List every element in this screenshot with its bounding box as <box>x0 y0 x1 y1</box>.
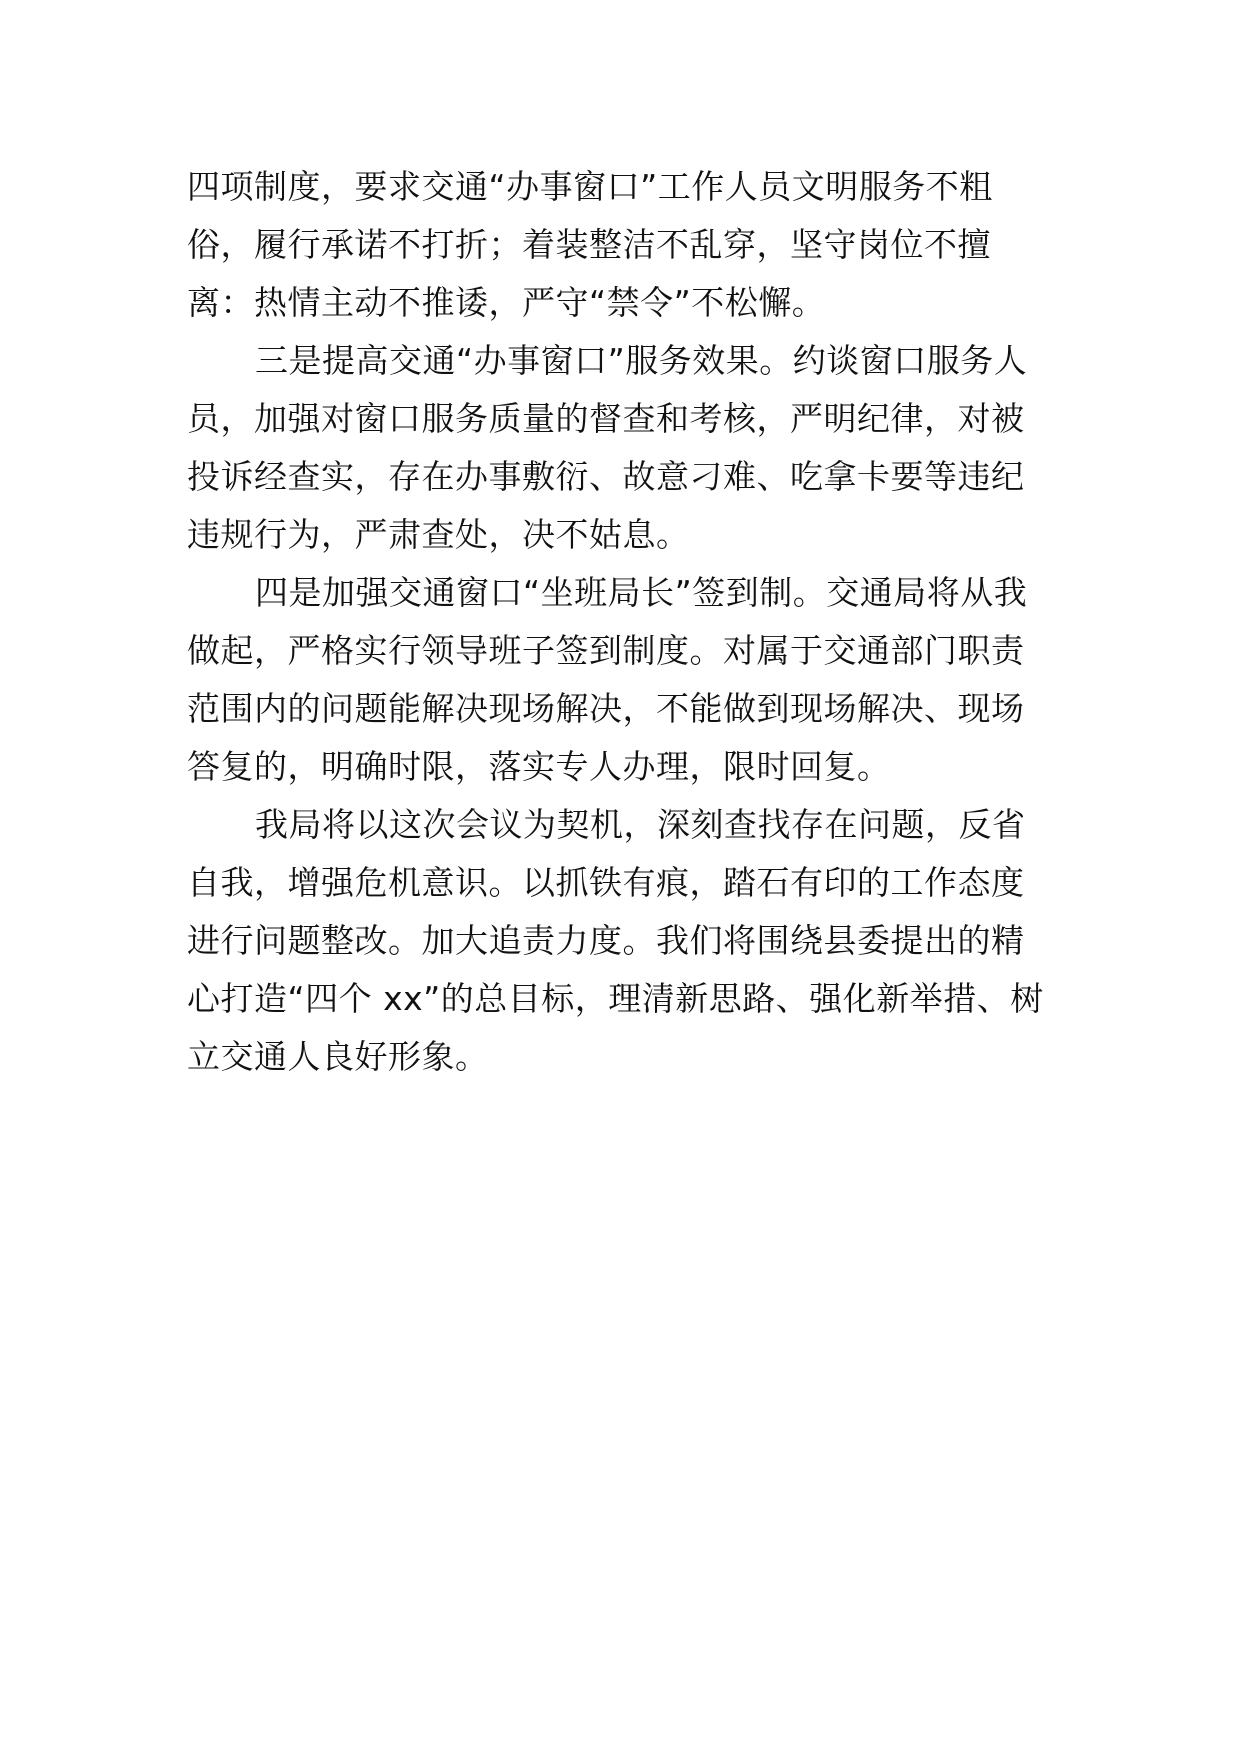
text-line: 答复的，明确时限，落实专人办理，限时回复。 <box>187 747 891 786</box>
text-line: 三是提高交通“办事窗口”服务效果。约谈窗口服务人 <box>255 341 1028 380</box>
text-line: 自我，增强危机意识。以抓铁有痕，踏石有印的工作态度 <box>187 863 1025 902</box>
text-line: 员，加强对窗口服务质量的督查和考核，严明纪律，对被 <box>187 399 1025 438</box>
text-line: 进行问题整改。加大追责力度。我们将围绕县委提出的精 <box>187 921 1025 960</box>
paragraph-conclusion <box>187 796 1067 1086</box>
paragraph-service-effect <box>187 332 1067 564</box>
text-line: 做起，严格实行领导班子签到制度。对属于交通部门职责 <box>187 631 1025 670</box>
text-line: 违规行为，严肃查处，决不姑息。 <box>187 515 690 554</box>
paragraph-director-sign-in <box>187 564 1067 796</box>
text-line: 投诉经查实，存在办事敷衍、故意刁难、吃拿卡要等违纪 <box>187 457 1025 496</box>
text-line: 我局将以这次会议为契机，深刻查找存在问题，反省 <box>255 805 1026 844</box>
text-line: 四项制度，要求交通“办事窗口”工作人员文明服务不粗 <box>187 167 993 206</box>
document-body <box>187 158 1067 1086</box>
text-line: 离：热情主动不推诿，严守“禁令”不松懈。 <box>187 283 826 322</box>
text-line: 四是加强交通窗口“坐班局长”签到制。交通局将从我 <box>255 573 1028 612</box>
text-line: 俗，履行承诺不打折；着装整洁不乱穿，坚守岗位不擅 <box>187 225 991 264</box>
paragraph-four-rules <box>187 158 1067 332</box>
text-line: 范围内的问题能解决现场解决，不能做到现场解决、现场 <box>187 689 1025 728</box>
text-line: 心打造“四个 xx”的总目标，理清新思路、强化新举措、树 <box>187 979 1044 1018</box>
text-line: 立交通人良好形象。 <box>187 1037 489 1076</box>
